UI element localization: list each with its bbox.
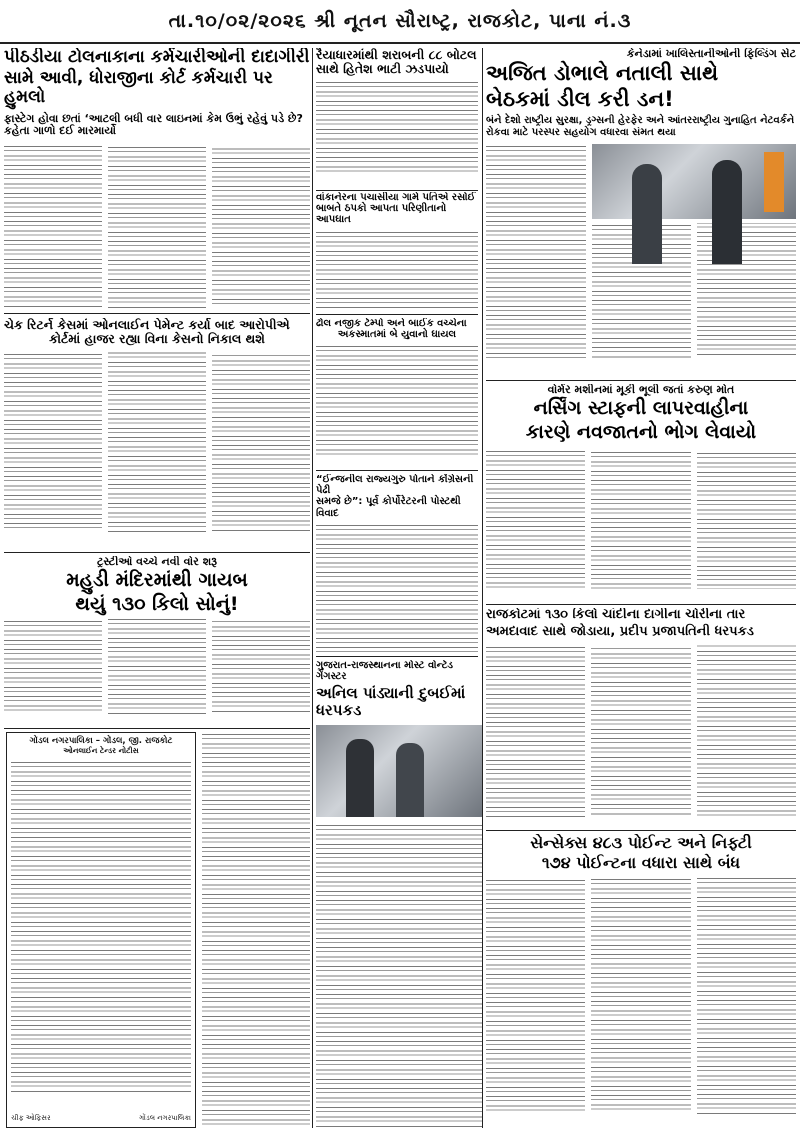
story-warmer	[486, 384, 796, 604]
gangster-photo	[316, 725, 482, 817]
story-congress	[316, 474, 478, 654]
headline: “ઈન્જનીલ રાજ્યગુરુ પોતાને કોંગ્રેસની પેઢી	[316, 474, 474, 497]
story-gangster	[316, 660, 482, 1128]
body-text	[486, 449, 796, 589]
headline: વાંકાનેરના પચાસીયા ગામે પતિએ રસોઈ	[316, 192, 476, 203]
body-text	[316, 344, 478, 456]
headline: અજિત ડોભાલે નતાલી સાથે	[486, 61, 719, 86]
headline: કારણે નવજાતનો ભોગ લેવાયો	[525, 420, 757, 443]
headline: મહુડી મંદિરમાંથી ગાયબ	[66, 569, 248, 592]
section-rule	[316, 190, 478, 191]
body-text	[202, 732, 310, 1128]
tender-subtitle: ઓનલાઈન ટેન્ડર નોટીસ	[63, 746, 139, 755]
story-sensex	[486, 834, 796, 1128]
headline: રૈયાધારમાંથી શરાબની ૮૮ બોટલ સાથે હિતેશ ભાટી ઝડપાયો	[316, 48, 477, 76]
headline: અમદાવાદ સાથે જોડાયા, પ્રદીપ પ્રજાપતિની ધરપકડ	[486, 623, 754, 639]
body-text	[592, 223, 796, 358]
headline: અકસ્માતમાં બે યુવાનો ઘાયલ	[337, 329, 457, 341]
body-text	[316, 80, 478, 176]
headline: સેન્સેક્સ ૪૮૩ પોઈન્ટ અને નિફ્ટી	[530, 834, 752, 852]
masthead	[0, 0, 800, 44]
masthead-text: તા.૧૦/૦૨/૨૦૨૬ શ્રી નૂતન સૌરાષ્ટ્ર, રાજકોટ, પાના નં.૩	[168, 10, 632, 32]
kicker: કેનેડામાં ખાલિસ્તાનીઓની ફિલ્ડિંગ સેટ	[626, 48, 796, 60]
section-rule	[4, 313, 310, 314]
kicker: ગુજરાત-રાજસ્થાનના મોસ્ટ વોન્ટેડ ગેંગસ્ટર	[316, 660, 454, 683]
section-rule	[316, 470, 478, 471]
body-text	[11, 760, 191, 1092]
column-rule	[312, 48, 313, 1128]
story-dhoraji	[4, 48, 310, 308]
section-rule	[4, 728, 310, 729]
tender-notice	[6, 732, 196, 1128]
body-text	[316, 230, 478, 308]
subhead: બંને દેશો રાષ્ટ્રીય સુરક્ષા, ડ્રગ્સની હેરફેર અને આંતરરાષ્ટ્રીય ગુનાહિત નેટવર્કને રોકવા માટે પરસ્પર સહયોગ વધારવા સંમત થયા	[486, 115, 795, 138]
story-silver	[486, 608, 796, 828]
tender-footer-left: ચીફ ઓફિસર	[11, 1114, 51, 1122]
body-text	[4, 144, 310, 308]
dobhal-meeting-photo	[592, 144, 796, 219]
story-cheque	[4, 318, 310, 548]
headline: રાજકોટમાં ૧૩૦ કિલો ચાંદીના દાગીના ચોરીના તાર	[486, 608, 746, 622]
kicker: ટ્રસ્ટીઓ વચ્ચે નવી વોર શરૂ	[96, 556, 218, 568]
story-dhol	[316, 318, 478, 468]
section-rule	[486, 604, 796, 605]
column-rule	[482, 48, 483, 1128]
headline: થયું ૧૩૦ કિલો સોનું!	[75, 592, 239, 615]
body-text	[486, 144, 586, 358]
story-mahudi	[4, 556, 310, 726]
section-rule	[316, 314, 478, 315]
headline: નર્સિંગ સ્ટાફની લાપરવાહીના	[533, 397, 749, 420]
headline: પીઠડીયા ટોલનાકાના કર્મચારીઓની દાદાગીરી	[4, 48, 310, 67]
headline: કોર્ટમાં હાજર રહ્યા વિના કેસનો નિકાલ થશે	[49, 331, 265, 346]
tender-footer-right: ગોંડલ નગરપાલિકા	[139, 1114, 191, 1122]
headline: સામે આવી, ધોરાજીના કોર્ટ કર્મચારી પર હુમલો	[4, 68, 273, 108]
story-ajit-dobhal	[486, 48, 796, 378]
story-vakaner	[316, 192, 478, 308]
body-text	[4, 352, 310, 532]
section-rule	[486, 830, 796, 831]
headline: બાબતે ઠપકો આપતા પરિણીતાનો આપઘાત	[316, 203, 447, 226]
headline: ૧૭૪ પોઈન્ટના વધારા સાથે બંધ	[541, 852, 741, 872]
headline: ચેક રિટર્ન કેસમાં ઓનલાઈન પેમેન્ટ કર્યા બાદ આરોપીએ	[4, 318, 290, 332]
body-text	[486, 645, 796, 817]
body-text	[4, 619, 310, 715]
tender-title: ગોંડલ નગરપાલિકા – ગોંડલ, જી. રાજકોટ	[29, 736, 173, 746]
story-liquor	[316, 48, 478, 188]
headline: બેઠકમાં ડીલ કરી ડન!	[486, 86, 674, 111]
section-rule	[486, 380, 796, 381]
headline: અનિલ પાંડ્યાની દુબઈમાં ધરપકડ	[316, 684, 466, 720]
body-text	[486, 878, 796, 1114]
kicker: વોર્મર મશીનમાં મૂકી ભૂલી જતાં કરુણ મોત	[547, 384, 735, 396]
section-rule	[316, 656, 478, 657]
body-text	[316, 823, 482, 1128]
headline: ઢોલ નજીક ટેમ્પો અને બાઈક વચ્ચેના	[316, 318, 467, 329]
tender-footer	[7, 1112, 195, 1125]
headline: સમજે છે”: પૂર્વ કોર્પોરેટરની પોસ્ટથી વિવાદ	[316, 496, 461, 519]
section-rule	[4, 552, 310, 553]
body-text	[316, 523, 478, 654]
subhead: ફાસ્ટેગ હોવા છતાં ‘આટલી બધી વાર લાઇનમાં કેમ ઉભું રહેવું પડે છે? કહેતા ગાળો દઈ મારમાર્યો	[4, 112, 303, 138]
